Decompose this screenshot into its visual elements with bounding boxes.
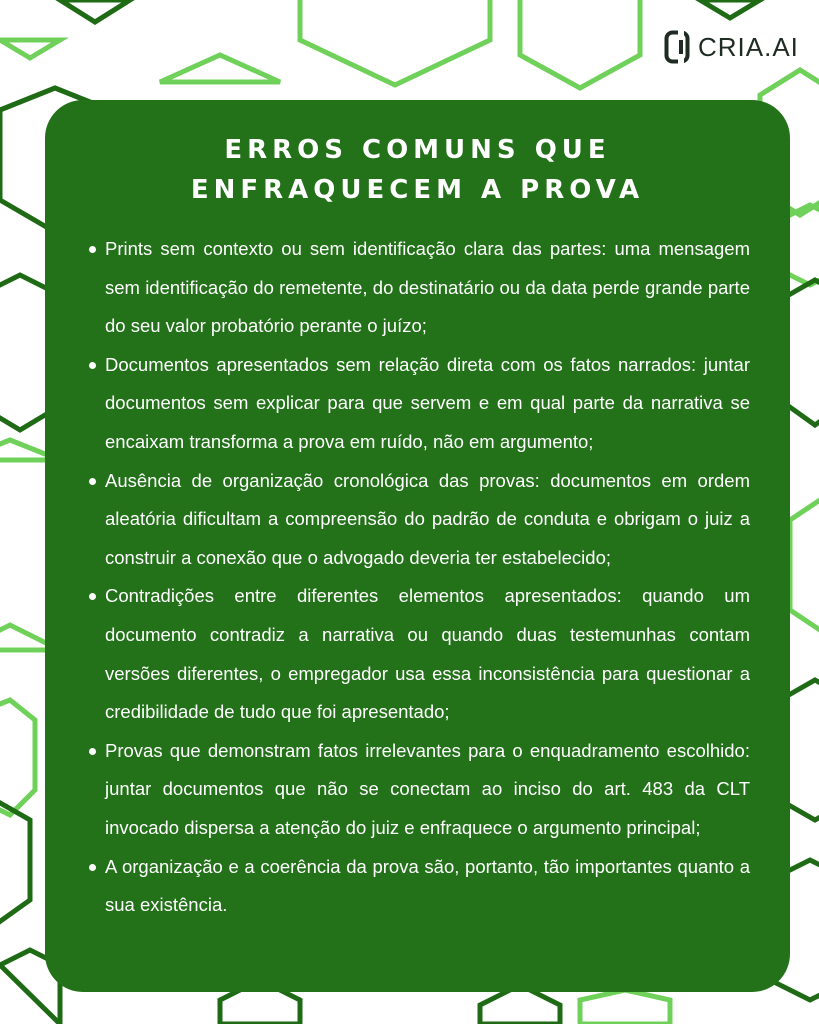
card-title bbox=[105, 130, 750, 210]
list-item: A organização e a coerência da prova são, portanto, tão importantes quanto a sua existência. bbox=[105, 848, 750, 925]
brand-logo bbox=[664, 30, 799, 64]
content-card bbox=[45, 100, 790, 992]
list-item: Ausência de organização cronológica das provas: documentos em ordem aleatória dificultam a compreensão do padrão de conduta e obrigam o juiz a construir a conexão que o advogado deveria ter estabelecido; bbox=[105, 462, 750, 578]
list-item: Prints sem contexto ou sem identificação clara das partes: uma mensagem sem identificação do remetente, do destinatário ou da data perde grande parte do seu valor probatório perante o juízo; bbox=[105, 230, 750, 346]
list-item: Documentos apresentados sem relação direta com os fatos narrados: juntar documentos sem explicar para que servem e em qual parte da narrativa se encaixam transforma a prova em ruído, não em argumento; bbox=[105, 346, 750, 462]
hexagon-outline bbox=[160, 55, 280, 82]
hexagon-outline bbox=[300, 0, 490, 85]
bullet-list bbox=[105, 230, 750, 925]
list-item: Provas que demonstram fatos irrelevantes para o enquadramento escolhido: juntar documentos que não se conectam ao inciso do art. 483 da CLT invocado dispersa a atenção do juiz e enfraquece o argumento principal; bbox=[105, 732, 750, 848]
hexagon-outline bbox=[60, 0, 130, 22]
card-title-line-1: ERROS COMUNS QUE bbox=[224, 135, 611, 165]
list-item: Contradições entre diferentes elementos apresentados: quando um documento contradiz a narrativa ou quando duas testemunhas contam versões diferentes, o empregador usa essa inconsistência para questionar a credibilidade de tudo que foi apresentado; bbox=[105, 577, 750, 731]
hexagon-outline bbox=[790, 500, 819, 630]
card-title-line-2: ENFRAQUECEM A PROVA bbox=[190, 175, 645, 205]
hexagon-outline bbox=[0, 800, 30, 925]
cria-ai-logo-icon bbox=[664, 30, 690, 64]
hexagon-outline bbox=[0, 40, 60, 58]
hexagon-outline bbox=[580, 990, 670, 1024]
hexagon-outline bbox=[0, 700, 35, 815]
hexagon-outline bbox=[520, 0, 640, 88]
brand-name: CRIA.AI bbox=[698, 31, 799, 62]
hexagon-outline bbox=[700, 0, 760, 18]
